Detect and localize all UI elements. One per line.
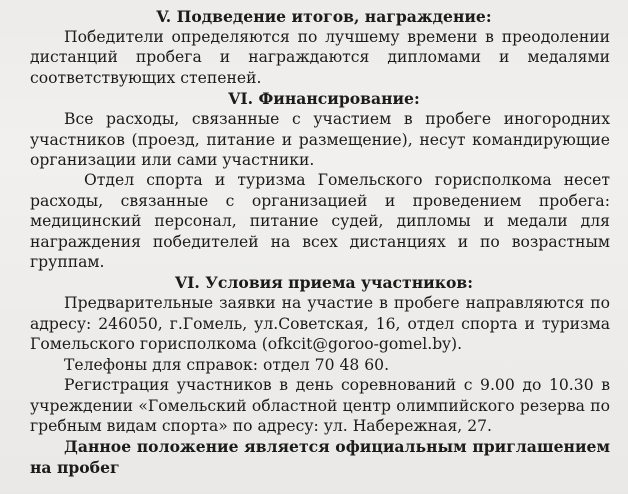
section-heading-financing: VI. Финансирование: — [228, 89, 420, 109]
official-invitation-note: Данное положение является официальным приглашением на пробег — [30, 437, 610, 477]
participation-paragraph-1: Предварительные заявки на участие в пробеге направляются по адресу: 246050, г.Гомель, ул.Советская, 16, отдел спорта и туризма Гомельского горисполкома (ofkcit@goroo-gomel.by). — [30, 294, 610, 354]
participation-paragraph-2: Телефоны для справок: отдел 70 48 60. — [64, 355, 390, 374]
awards-paragraph: Победители определяются по лучшему времени в преодолении дистанций пробега и награждаются дипломами и медалями соответствующих степеней. — [30, 28, 610, 87]
section-heading-participation: VI. Условия приема участников: — [175, 273, 473, 293]
participation-paragraph-3: Регистрация участников в день соревнований с 9.00 до 10.30 в учреждении «Гомельский областной центр олимпийского резерва по гребным видам спорта» по адресу: ул. Набережная, 27. — [30, 376, 610, 435]
financing-paragraph-1: Все расходы, связанные с участием в пробеге иногородних участников (проезд, питание и размещение), несут командирующие организации или сами участники. — [30, 110, 610, 170]
section-heading-awards: V. Подведение итогов, награждение: — [156, 7, 492, 26]
financing-paragraph-2: Отдел спорта и туризма Гомельского горисполкома несет расходы, связанные с организацией и проведением пробега: медицинский персонал, питание судей, дипломы и медали для награждения победителей на всех дистанциях и по возрастным группам. — [30, 171, 610, 272]
